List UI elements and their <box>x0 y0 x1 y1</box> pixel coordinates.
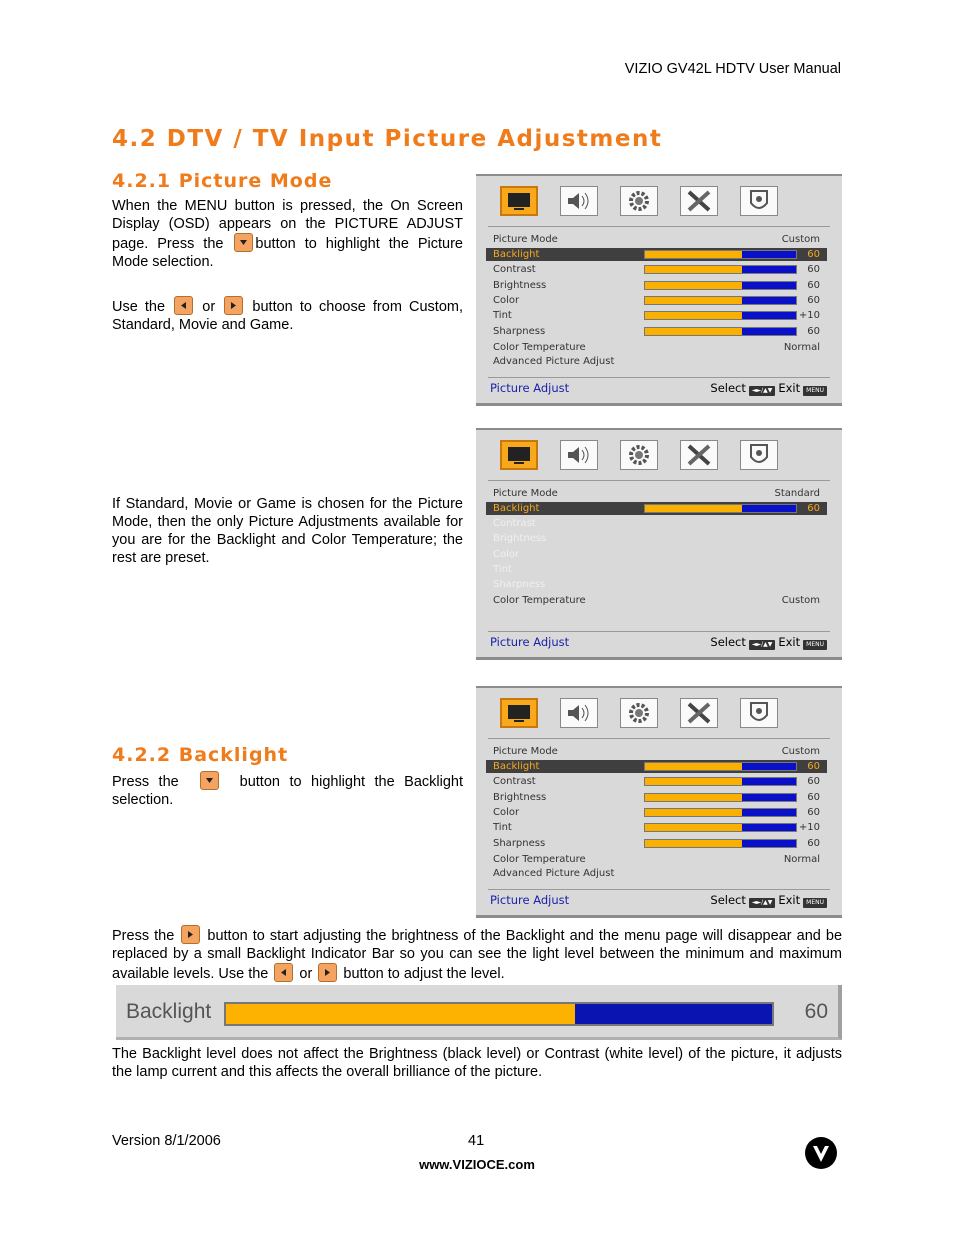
value: +10 <box>798 822 820 834</box>
osd-panel-custom <box>476 174 842 406</box>
value: 60 <box>807 791 820 803</box>
label: Color Temperature <box>493 854 586 865</box>
exit-hint: Exit <box>778 381 801 395</box>
version-footer: Version 8/1/2006 <box>112 1133 221 1149</box>
value: 60 <box>807 325 820 337</box>
osd-footer <box>490 893 830 907</box>
level-bar <box>644 762 797 771</box>
osd-contrast-row[interactable] <box>486 775 827 788</box>
text: When the MENU button is pressed, the On Screen Display (OSD) appears on the PICTURE ADJUST page. Press the <box>112 198 463 252</box>
vizio-logo-icon <box>805 1137 837 1169</box>
label: Picture Mode <box>493 488 558 499</box>
level-bar <box>644 311 797 320</box>
osd-picture-mode-row[interactable] <box>486 233 827 246</box>
level-bar-fill <box>645 824 742 831</box>
exit-hint: Exit <box>778 893 801 907</box>
label: Color <box>493 548 520 560</box>
level-bar-fill <box>645 282 742 289</box>
text: button to highlight the Picture Mode selection. <box>112 236 464 270</box>
osd-color-temperature-row[interactable] <box>486 853 827 866</box>
backlight-paragraph-2 <box>112 925 842 983</box>
level-bar-fill <box>645 266 742 273</box>
osd-footer <box>490 381 830 395</box>
level-bar <box>644 281 797 290</box>
level-bar <box>644 823 797 832</box>
exit-hint: Exit <box>778 635 801 649</box>
subsection-title-picture-mode: 4.2.1 Picture Mode <box>112 170 333 192</box>
level-bar-fill <box>645 809 742 816</box>
right-arrow-button-icon <box>224 296 243 315</box>
osd-contrast-row[interactable] <box>486 263 827 276</box>
label: Tint <box>493 310 512 322</box>
label: Sharpness <box>493 579 546 591</box>
level-bar-fill <box>645 840 742 847</box>
osd-tint-row-disabled <box>486 563 827 576</box>
footer-page-name: Picture Adjust <box>490 381 570 395</box>
arrows-chip-icon: ◄►/▲▼ <box>749 640 775 650</box>
osd-color-temperature-row[interactable] <box>486 341 827 354</box>
website-url[interactable]: www.VIZIOCE.com <box>419 1157 535 1172</box>
text: Use the <box>112 299 173 315</box>
menu-chip-icon: MENU <box>803 386 827 396</box>
footer-page-name: Picture Adjust <box>490 893 570 907</box>
down-arrow-button-icon <box>200 771 219 790</box>
value: 60 <box>807 761 820 772</box>
footer-hints <box>710 893 830 908</box>
level-bar <box>644 793 797 802</box>
select-hint: Select <box>710 893 746 907</box>
osd-color-temperature-row[interactable] <box>486 594 827 607</box>
level-bar <box>644 327 797 336</box>
label: Tint <box>493 563 512 575</box>
tools-icon <box>680 698 718 728</box>
tv-picture-icon <box>500 186 538 216</box>
select-hint: Select <box>710 635 746 649</box>
osd-color-row[interactable] <box>486 294 827 307</box>
left-arrow-button-icon <box>174 296 193 315</box>
level-bar-fill <box>645 251 742 258</box>
value: 60 <box>807 806 820 818</box>
level-bar-fill <box>645 778 742 785</box>
level-bar-fill <box>645 312 742 319</box>
osd-brightness-row[interactable] <box>486 279 827 292</box>
osd-picture-mode-row[interactable] <box>486 487 827 500</box>
level-bar <box>644 839 797 848</box>
level-bar <box>644 808 797 817</box>
label: Backlight <box>493 503 540 514</box>
footer-hints <box>710 381 830 396</box>
divider <box>488 889 830 890</box>
running-header: VIZIO GV42L HDTV User Manual <box>624 61 841 77</box>
osd-advanced-picture-row[interactable] <box>486 867 827 880</box>
level-bar <box>644 296 797 305</box>
label: Advanced Picture Adjust <box>493 356 615 367</box>
divider <box>488 377 830 378</box>
label: Contrast <box>493 518 536 529</box>
label: Brightness <box>493 533 547 545</box>
osd-picture-mode-row[interactable] <box>486 745 827 758</box>
label: Backlight <box>493 761 540 772</box>
value: 60 <box>807 249 820 260</box>
osd-brightness-row[interactable] <box>486 791 827 804</box>
level-bar <box>644 777 797 786</box>
text: Press the <box>112 774 189 790</box>
value: Normal <box>783 342 820 353</box>
divider <box>488 631 830 632</box>
label: Sharpness <box>493 837 546 849</box>
picture-mode-paragraph-1 <box>112 197 463 271</box>
value: Custom <box>781 746 820 757</box>
label: Color Temperature <box>493 342 586 353</box>
gear-setup-icon <box>620 698 658 728</box>
tv-picture-icon <box>500 440 538 470</box>
level-bar <box>644 265 797 274</box>
osd-sharpness-row-disabled <box>486 578 827 591</box>
label: Picture Mode <box>493 746 558 757</box>
label: Backlight <box>493 249 540 260</box>
value: 60 <box>807 503 820 514</box>
osd-color-row-disabled <box>486 548 827 561</box>
osd-advanced-picture-row[interactable] <box>486 355 827 368</box>
text: button to highlight the Backlight selection. <box>112 774 464 808</box>
speaker-audio-icon <box>560 440 598 470</box>
text: button to adjust the level. <box>339 966 505 982</box>
label: Brightness <box>493 791 547 803</box>
value: 60 <box>807 279 820 291</box>
label: Contrast <box>493 264 536 276</box>
value: +10 <box>798 310 820 322</box>
speaker-audio-icon <box>560 186 598 216</box>
page-number: 41 <box>468 1133 485 1149</box>
text: or <box>195 299 223 315</box>
value: 60 <box>807 264 820 276</box>
osd-panel-standard <box>476 428 842 660</box>
osd-sharpness-row[interactable] <box>486 325 827 338</box>
osd-contrast-row-disabled <box>486 517 827 530</box>
right-arrow-button-icon <box>181 925 200 944</box>
value: Standard <box>774 488 820 499</box>
level-bar-fill <box>645 505 742 512</box>
indicator-value: 60 <box>804 1000 828 1023</box>
backlight-paragraph-1 <box>112 771 463 809</box>
gear-setup-icon <box>620 186 658 216</box>
label: Advanced Picture Adjust <box>493 868 615 879</box>
subsection-title-backlight: 4.2.2 Backlight <box>112 744 289 766</box>
osd-tint-row[interactable] <box>486 309 827 322</box>
divider <box>488 226 830 227</box>
indicator-fill <box>226 1004 575 1024</box>
footer-page-name: Picture Adjust <box>490 635 570 649</box>
menu-chip-icon: MENU <box>803 640 827 650</box>
label: Sharpness <box>493 325 546 337</box>
tv-picture-icon <box>500 698 538 728</box>
left-arrow-button-icon <box>274 963 293 982</box>
indicator-track[interactable] <box>224 1002 774 1026</box>
parental-lock-icon <box>740 186 778 216</box>
select-hint: Select <box>710 381 746 395</box>
level-bar-fill <box>645 763 742 770</box>
gear-setup-icon <box>620 440 658 470</box>
level-bar-fill <box>645 794 742 801</box>
section-title: 4.2 DTV / TV Input Picture Adjustment <box>112 126 663 152</box>
value: Normal <box>783 854 820 865</box>
parental-lock-icon <box>740 440 778 470</box>
label: Picture Mode <box>493 234 558 245</box>
right-arrow-button-icon <box>318 963 337 982</box>
arrows-chip-icon: ◄►/▲▼ <box>749 898 775 908</box>
label: Tint <box>493 822 512 834</box>
picture-mode-paragraph-2 <box>112 296 463 334</box>
down-arrow-button-icon <box>234 233 253 252</box>
menu-chip-icon: MENU <box>803 898 827 908</box>
text: button to choose from Custom, Standard, Movie and Game. <box>112 299 464 333</box>
osd-brightness-row-disabled <box>486 532 827 545</box>
indicator-label: Backlight <box>126 1000 212 1023</box>
osd-color-row[interactable] <box>486 806 827 819</box>
tools-icon <box>680 186 718 216</box>
label: Contrast <box>493 776 536 788</box>
tools-icon <box>680 440 718 470</box>
picture-mode-paragraph-3: If Standard, Movie or Game is chosen for the Picture Mode, then the only Picture Adjustments available for you are for the Backlight and Color Temperature; the rest are preset. <box>112 496 463 566</box>
value: Custom <box>781 595 820 606</box>
osd-tint-row[interactable] <box>486 821 827 834</box>
osd-backlight-row[interactable] <box>486 502 827 515</box>
value: 60 <box>807 294 820 306</box>
text: or <box>295 966 317 982</box>
label: Brightness <box>493 279 547 291</box>
speaker-audio-icon <box>560 698 598 728</box>
osd-footer <box>490 635 830 649</box>
text: button to start adjusting the brightness of the Backlight and the menu page will disappear and be replaced by a small Backlight Indicator Bar so you can see the light level between the minimum and maximum available levels. Use the <box>112 928 843 982</box>
level-bar <box>644 250 797 259</box>
parental-lock-icon <box>740 698 778 728</box>
divider <box>488 738 830 739</box>
level-bar <box>644 504 797 513</box>
label: Color <box>493 806 520 818</box>
value: Custom <box>781 234 820 245</box>
footer-hints <box>710 635 830 650</box>
divider <box>488 480 830 481</box>
text: Press the <box>112 928 180 944</box>
backlight-paragraph-3: The Backlight level does not affect the Brightness (black level) or Contrast (white level) of the picture, it adjusts the lamp current and this affects the overall brilliance of the picture. <box>112 1046 842 1080</box>
label: Color Temperature <box>493 595 586 606</box>
value: 60 <box>807 837 820 849</box>
arrows-chip-icon: ◄►/▲▼ <box>749 386 775 396</box>
level-bar-fill <box>645 297 742 304</box>
value: 60 <box>807 776 820 788</box>
osd-backlight-row[interactable] <box>486 248 827 261</box>
level-bar-fill <box>645 328 742 335</box>
osd-backlight-row[interactable] <box>486 760 827 773</box>
osd-sharpness-row[interactable] <box>486 837 827 850</box>
backlight-indicator-bar[interactable] <box>116 985 842 1040</box>
osd-panel-backlight <box>476 686 842 918</box>
label: Color <box>493 294 520 306</box>
